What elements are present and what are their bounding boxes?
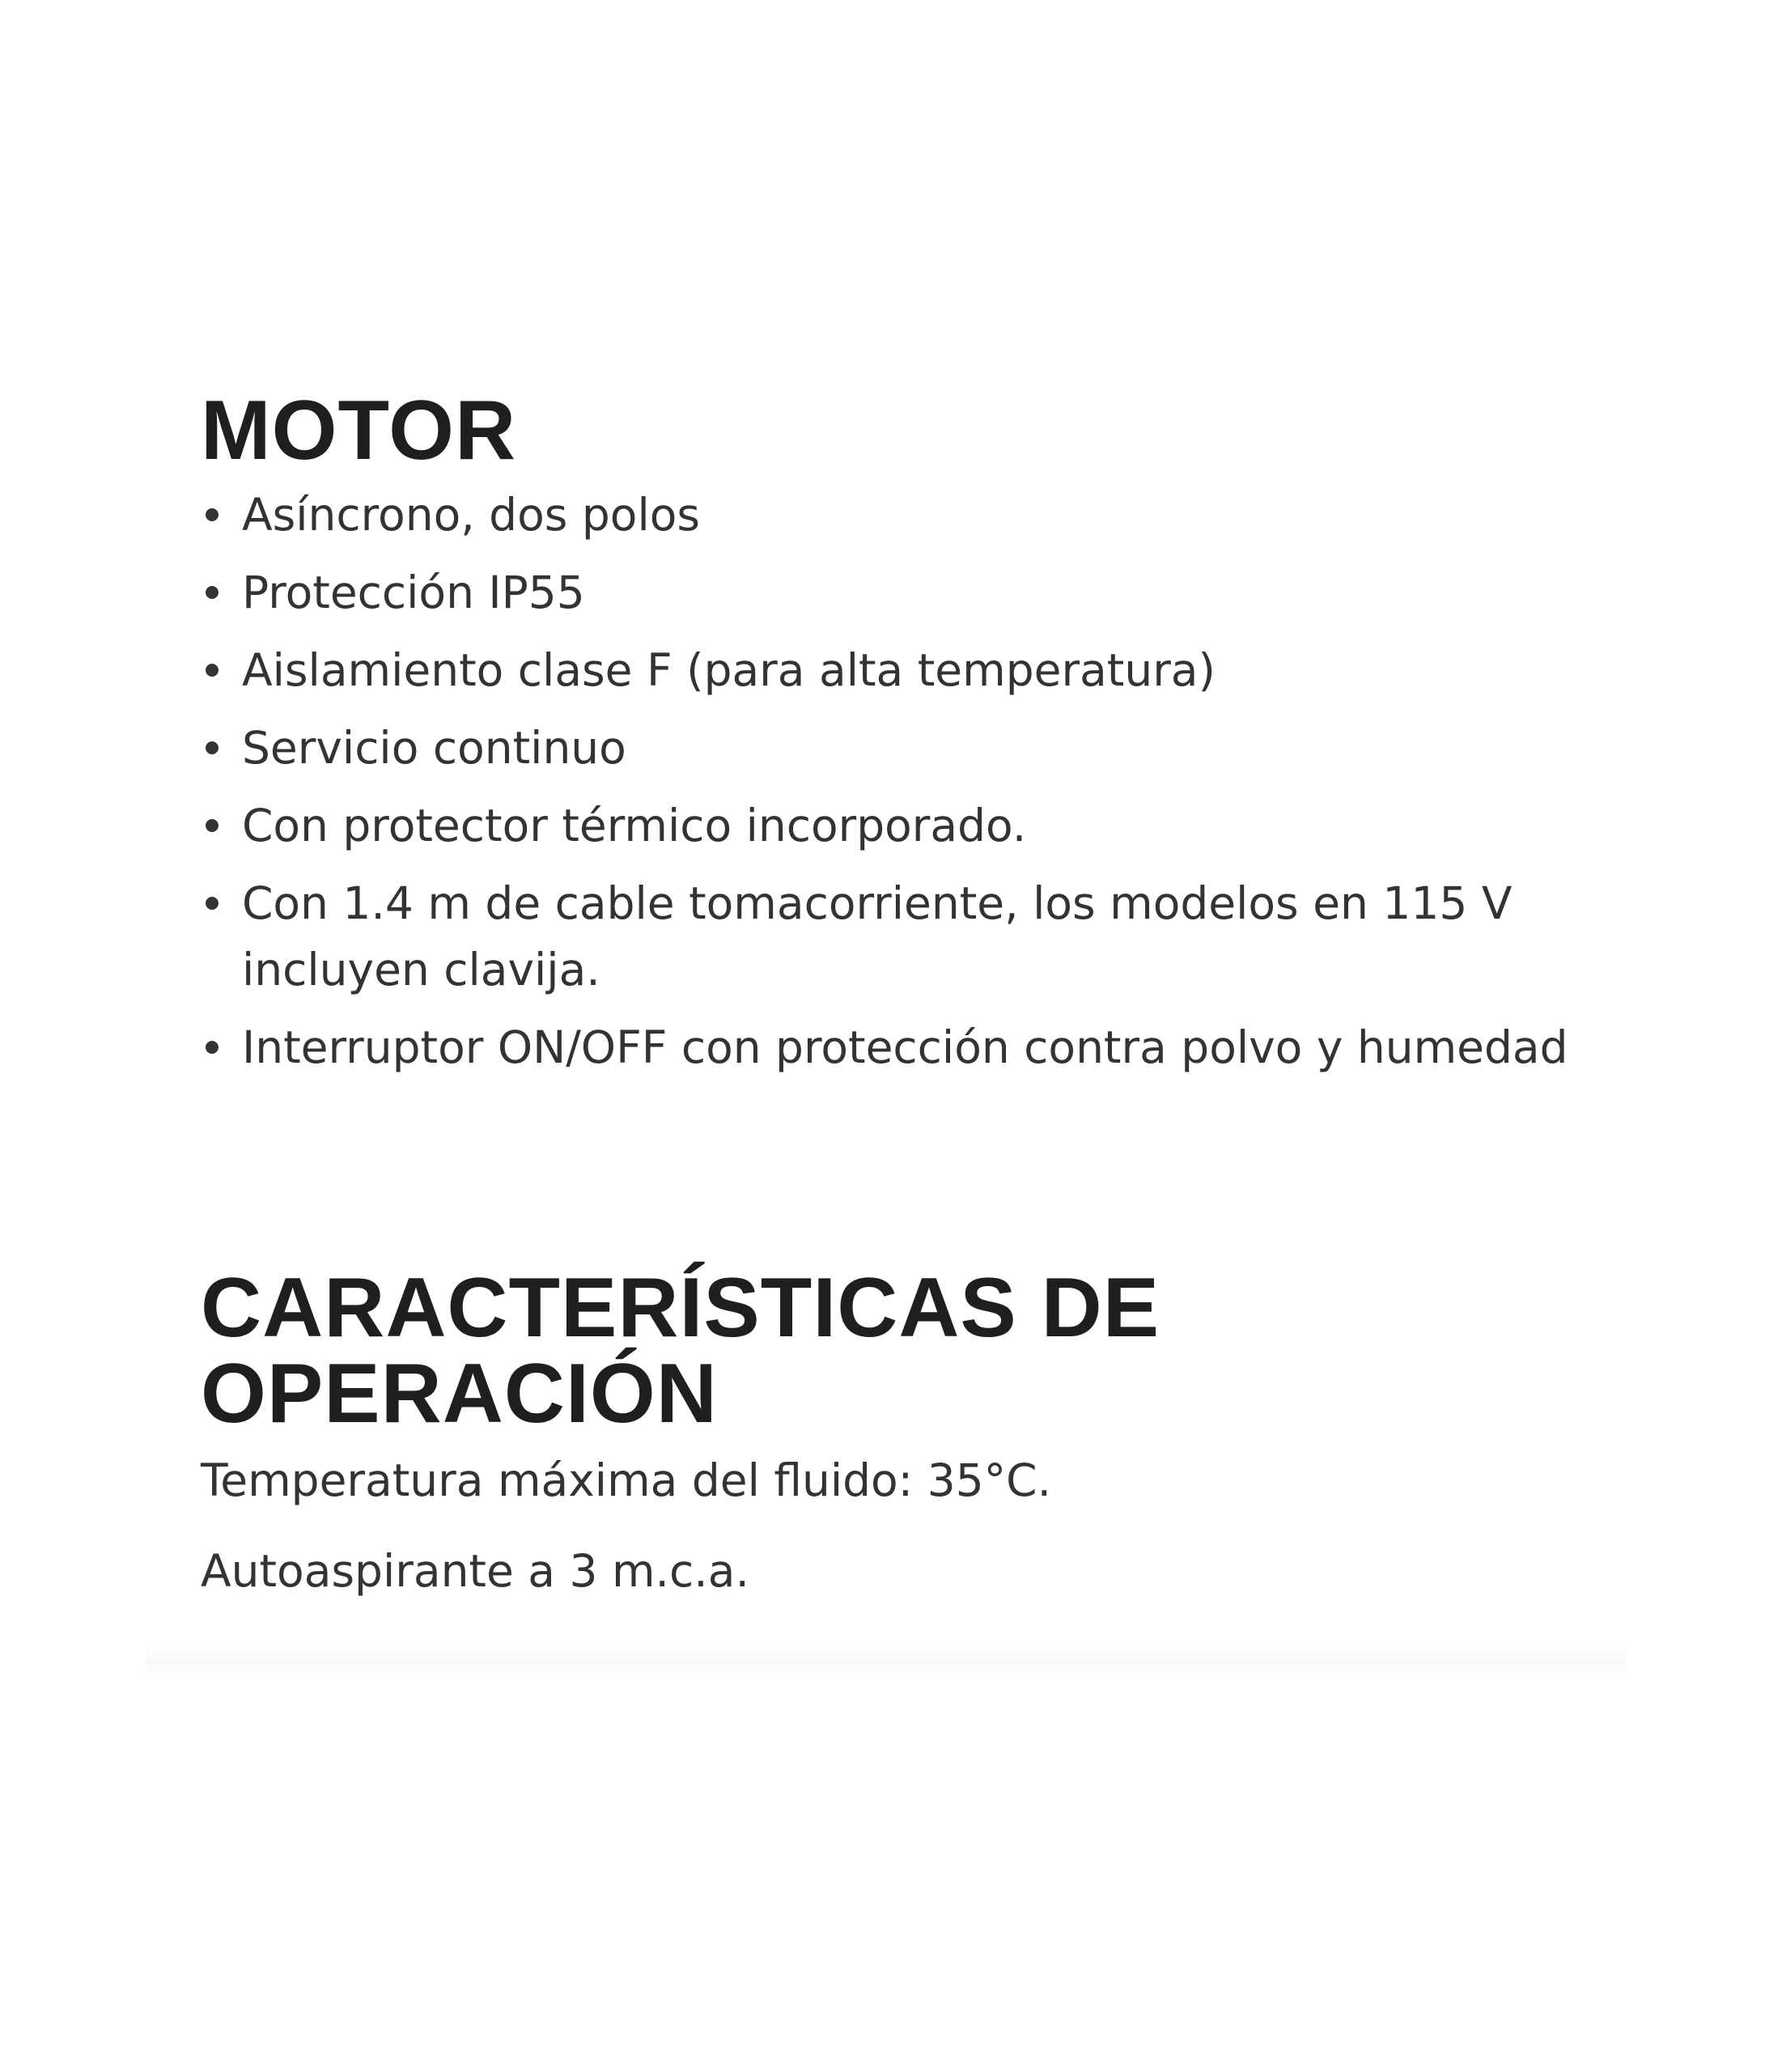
list-item-text: Asíncrono, dos polos: [242, 489, 701, 541]
list-item: [201, 792, 1657, 859]
list-item: [201, 1014, 1657, 1081]
operation-heading: [201, 1261, 1576, 1441]
operation-line: Temperatura máxima del fluido: 35°C.: [201, 1454, 1052, 1506]
list-item-text: Con protector térmico incorporado.: [242, 800, 1027, 851]
motor-heading: MOTOR: [201, 384, 517, 478]
list-item-text: Aislamiento clase F (para alta temperatura): [242, 644, 1216, 696]
list-item: [201, 482, 1657, 548]
list-item-text: Interruptor ON/OFF con protección contra polvo y humedad: [242, 1021, 1568, 1073]
motor-feature-list: [201, 482, 1657, 1092]
list-item: [201, 559, 1657, 626]
bullet-icon: [206, 819, 219, 832]
list-item-text: Con 1.4 m de cable tomacorriente, los modelos en 115 V incluyen clavija.: [242, 877, 1513, 996]
list-item: [201, 637, 1657, 703]
list-item: [201, 870, 1657, 1003]
bullet-icon: [206, 1041, 219, 1054]
divider: [146, 1643, 1627, 1679]
operation-details: [201, 1447, 1657, 1628]
list-item-text: Servicio continuo: [242, 722, 626, 774]
list-item: [201, 715, 1657, 781]
list-item-text: Protección IP55: [242, 567, 585, 618]
bullet-icon: [206, 741, 219, 754]
operation-heading-line-2: OPERACIÓN: [201, 1347, 718, 1441]
operation-heading-line-1: CARACTERÍSTICAS DE: [201, 1261, 1160, 1355]
bullet-icon: [206, 897, 219, 910]
bullet-icon: [206, 664, 219, 677]
bullet-icon: [206, 586, 219, 599]
operation-line: Autoaspirante a 3 m.c.a.: [201, 1545, 749, 1597]
bullet-icon: [206, 508, 219, 521]
